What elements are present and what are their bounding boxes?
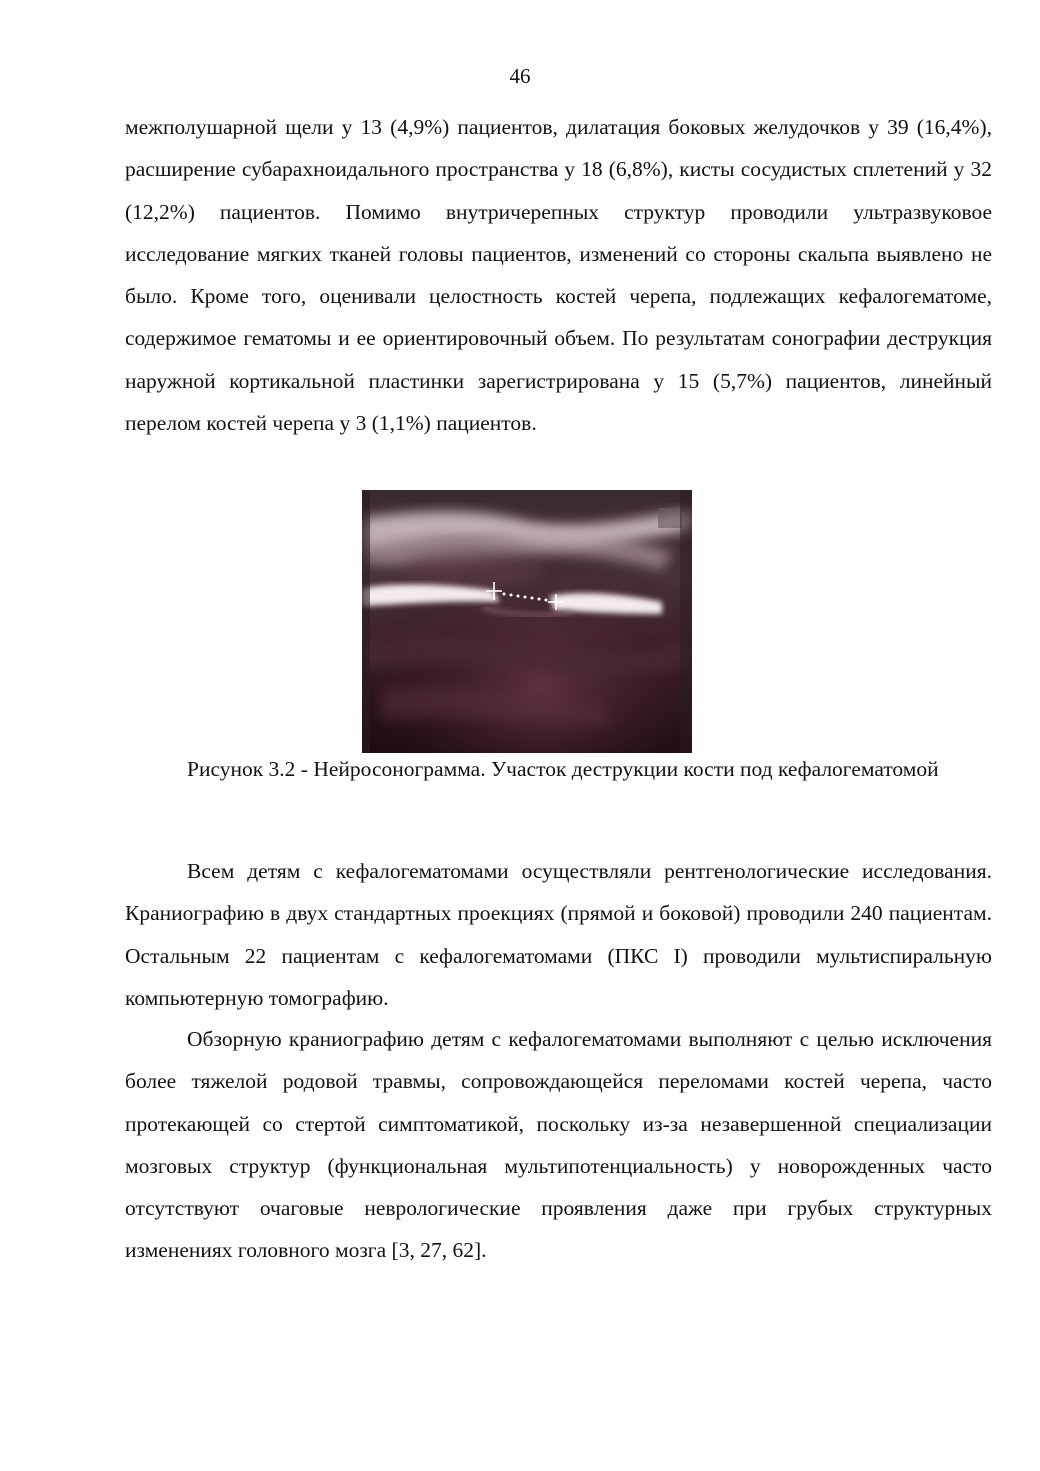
paragraph-text: Обзорную краниографию детям с кефалогематомами выполняют с целью исключения более тяжелой родовой травмы, сопровождающейся переломами костей черепа, часто протекающей со стертой симптоматикой, поскольку из-за незавершенной специализации мозговых структур (функциональная мультипотенциальность) у новорожденных часто отсутствуют очаговые неврологические проявления даже при грубых структурных изменениях головного мозга [3, 27, 62].: [125, 1027, 992, 1263]
paragraph-craniography: [125, 1018, 992, 1272]
neurosonogram-image: [362, 490, 692, 753]
paragraph-continuation: [125, 106, 992, 444]
paragraph-text: межполушарной щели у 13 (4,9%) пациентов, дилатация боковых желудочков у 39 (16,4%), расширение субарахноидального пространства у 18 (6,8%), кисты сосудистых сплетений у 32 (12,2%) пациентов. Помимо внутричерепных структур проводили ультразвуковое исследование мягких тканей головы пациентов, изменений со стороны скальпа выявлено не было. Кроме того, оценивали целостность костей черепа, подлежащих кефалогематоме, содержимое гематомы и ее ориентировочный объем. По результатам сонографии деструкция наружной кортикальной пластинки зарегистрирована у 15 (5,7%) пациентов, линейный перелом костей черепа у 3 (1,1%) пациентов.: [125, 115, 992, 436]
paragraph-radiology: [125, 850, 992, 1019]
figure-caption: Рисунок 3.2 - Нейросонограмма. Участок деструкции кости под кефалогематомой: [187, 757, 939, 781]
paragraph-text: Всем детям с кефалогематомами осуществляли рентгенологические исследования. Краниографию в двух стандартных проекциях (прямой и боковой) проводили 240 пациентам. Остальным 22 пациентам с кефалогематомами (ПКС I) проводили мультиспиральную компьютерную томографию.: [125, 859, 992, 1010]
page-number: 46: [509, 64, 531, 88]
